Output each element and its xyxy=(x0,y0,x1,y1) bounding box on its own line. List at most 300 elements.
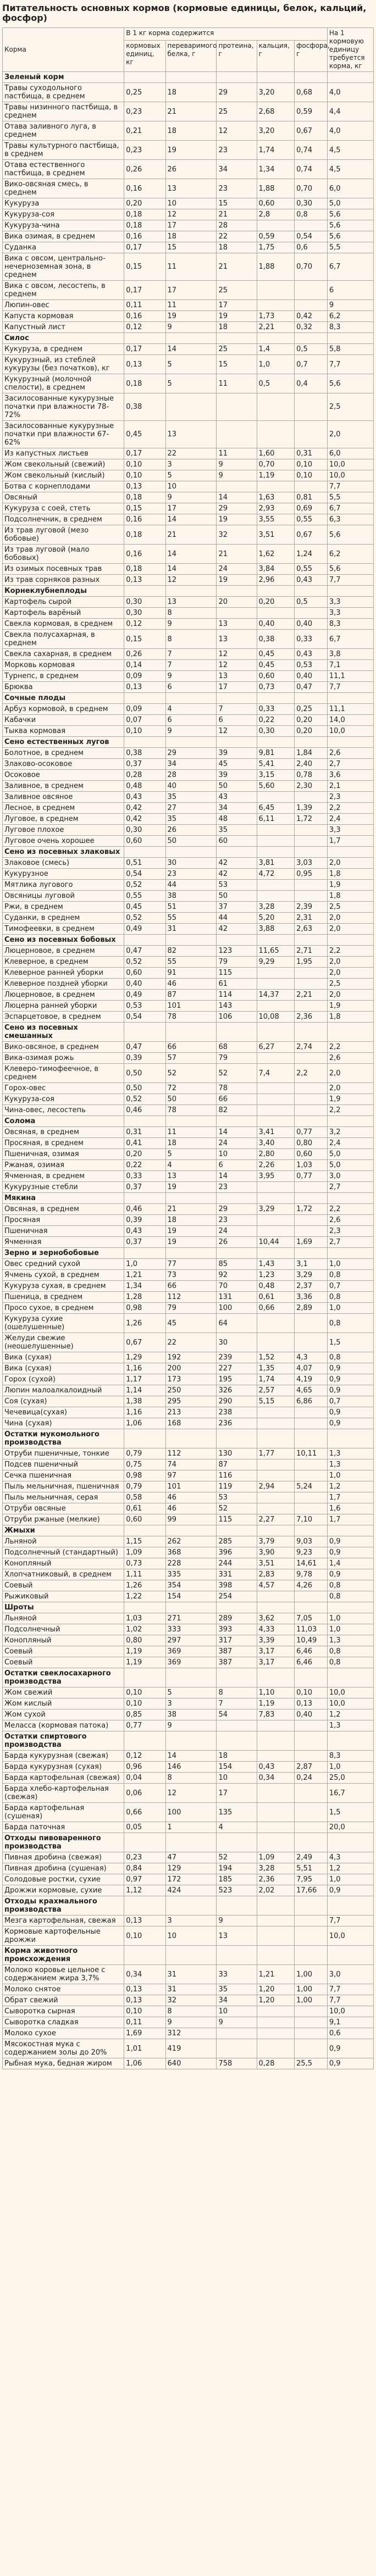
table-row xyxy=(3,759,374,770)
digestible-protein-cell: 30 xyxy=(165,858,217,869)
protein-cell: 15 xyxy=(217,355,257,374)
protein-cell: 7 xyxy=(217,1698,257,1709)
phosphorus-cell: 3,03 xyxy=(295,858,328,869)
section-empty-cell xyxy=(217,1896,257,1916)
protein-cell: 12 xyxy=(217,121,257,141)
section-empty-cell xyxy=(327,1668,373,1687)
feed-units-cell: 1,01 xyxy=(124,2039,165,2058)
digestible-protein-cell: 23 xyxy=(165,869,217,880)
feed-name-cell: Кукуруза, в среднем xyxy=(3,344,124,355)
table-row xyxy=(3,924,374,935)
feed-units-cell: 0,10 xyxy=(124,470,165,481)
phosphorus-cell xyxy=(295,1226,328,1237)
phosphorus-cell xyxy=(295,281,328,300)
table-row xyxy=(3,545,374,564)
calcium-cell: 1,21 xyxy=(257,1965,295,1984)
digestible-protein-cell: 9 xyxy=(165,2017,217,2028)
feed-name-cell: Желуди свежие (неошелушенные) xyxy=(3,1333,124,1352)
calcium-cell: 3,84 xyxy=(257,564,295,575)
protein-cell: 29 xyxy=(217,83,257,102)
calcium-cell: 2,96 xyxy=(257,575,295,586)
digestible-protein-cell: 5 xyxy=(165,1149,217,1160)
section-empty-cell xyxy=(165,1833,217,1852)
table-row xyxy=(3,1182,374,1193)
phosphorus-cell xyxy=(295,1105,328,1116)
digestible-protein-cell: 5 xyxy=(165,374,217,393)
required-feed-cell: 0,9 xyxy=(327,1407,373,1418)
feed-name-cell: Пыль мельничная, пшеничная xyxy=(3,1481,124,1492)
feed-name-cell: Просяная, в среднем xyxy=(3,1138,124,1149)
table-row xyxy=(3,141,374,160)
protein-cell: 25 xyxy=(217,102,257,121)
calcium-cell: 10,44 xyxy=(257,1237,295,1248)
feed-units-cell: 0,31 xyxy=(124,1127,165,1138)
calcium-cell xyxy=(257,1215,295,1226)
digestible-protein-cell: 146 xyxy=(165,1762,217,1773)
feed-name-cell: Мясокостная мука с содержанием золы до 20% xyxy=(3,2039,124,2058)
table-row xyxy=(3,891,374,902)
digestible-protein-cell: 78 xyxy=(165,1012,217,1023)
digestible-protein-cell: 100 xyxy=(165,1803,217,1822)
phosphorus-cell: 2,39 xyxy=(295,902,328,913)
table-row xyxy=(3,1762,374,1773)
section-title: Зерно и зернобобовые xyxy=(3,1248,124,1259)
protein-cell: 54 xyxy=(217,1709,257,1720)
required-feed-cell: 5,6 xyxy=(327,231,373,242)
feed-units-cell: 0,30 xyxy=(124,825,165,836)
phosphorus-cell xyxy=(295,421,328,448)
phosphorus-cell: 0,4 xyxy=(295,374,328,393)
protein-cell: 11 xyxy=(217,374,257,393)
section-row xyxy=(3,333,374,344)
section-row xyxy=(3,586,374,597)
section-empty-cell xyxy=(327,1833,373,1852)
section-empty-cell xyxy=(217,333,257,344)
feed-name-cell: Чина-овес, лесостепь xyxy=(3,1105,124,1116)
feed-name-cell: Горох (сухой) xyxy=(3,1374,124,1385)
calcium-cell xyxy=(257,836,295,847)
table-row xyxy=(3,957,374,968)
section-empty-cell xyxy=(295,586,328,597)
feed-units-cell: 1,26 xyxy=(124,1580,165,1591)
required-feed-cell: 2,0 xyxy=(327,968,373,979)
protein-cell xyxy=(217,421,257,448)
required-feed-cell: 4,3 xyxy=(327,1852,373,1863)
digestible-protein-cell: 18 xyxy=(165,1138,217,1149)
table-row xyxy=(3,1698,374,1709)
calcium-cell xyxy=(257,1916,295,1927)
table-row xyxy=(3,825,374,836)
protein-cell: 227 xyxy=(217,1363,257,1374)
feed-name-cell: Кукурузное xyxy=(3,869,124,880)
table-row xyxy=(3,1852,374,1863)
feed-units-cell: 1,19 xyxy=(124,1657,165,1668)
table-row xyxy=(3,459,374,470)
digestible-protein-cell: 4 xyxy=(165,1160,217,1171)
feed-units-cell: 0,38 xyxy=(124,393,165,421)
phosphorus-cell: 0,40 xyxy=(295,1709,328,1720)
digestible-protein-cell: 18 xyxy=(165,83,217,102)
feed-units-cell: 0,20 xyxy=(124,1149,165,1160)
table-row xyxy=(3,1916,374,1927)
feed-name-cell: Вико-овсяная смесь, в среднем xyxy=(3,179,124,198)
table-row xyxy=(3,649,374,660)
feed-units-cell: 0,09 xyxy=(124,671,165,682)
header-group: В 1 кг корма содержится xyxy=(124,28,328,41)
feed-name-cell: Кукуруза сухие (ошелушенные) xyxy=(3,1314,124,1333)
feed-name-cell: Из озимых посевных трав xyxy=(3,564,124,575)
feed-name-cell: Меласса (кормовая патока) xyxy=(3,1720,124,1731)
section-empty-cell xyxy=(327,737,373,748)
feed-name-cell: Пшеничная, озимая xyxy=(3,1149,124,1160)
required-feed-cell: 1,0 xyxy=(327,1613,373,1624)
digestible-protein-cell: 419 xyxy=(165,2039,217,2058)
feed-units-cell: 0,38 xyxy=(124,748,165,759)
required-feed-cell: 1,9 xyxy=(327,1001,373,1012)
digestible-protein-cell: 112 xyxy=(165,1292,217,1303)
calcium-cell xyxy=(257,1094,295,1105)
section-empty-cell xyxy=(257,737,295,748)
protein-cell: 21 xyxy=(217,209,257,220)
table-row xyxy=(3,481,374,492)
protein-cell: 10 xyxy=(217,1773,257,1784)
phosphorus-cell: 0,70 xyxy=(295,179,328,198)
protein-cell: 87 xyxy=(217,1459,257,1470)
feed-units-cell: 0,18 xyxy=(124,564,165,575)
table-row xyxy=(3,1927,374,1946)
phosphorus-cell xyxy=(295,1784,328,1803)
feed-units-cell: 1,29 xyxy=(124,1352,165,1363)
protein-cell: 10 xyxy=(217,2006,257,2017)
phosphorus-cell: 2,30 xyxy=(295,781,328,792)
calcium-cell: 0,73 xyxy=(257,682,295,693)
required-feed-cell: 2,4 xyxy=(327,814,373,825)
table-row xyxy=(3,968,374,979)
calcium-cell: 1,4 xyxy=(257,344,295,355)
feed-name-cell: Льняной xyxy=(3,1536,124,1547)
feed-name-cell: Отруби ржаные (мелкие) xyxy=(3,1514,124,1525)
feed-name-cell: Болотное, в среднем xyxy=(3,748,124,759)
table-row xyxy=(3,311,374,322)
section-empty-cell xyxy=(257,1193,295,1204)
required-feed-cell: 4,0 xyxy=(327,83,373,102)
calcium-cell: 3,20 xyxy=(257,121,295,141)
section-empty-cell xyxy=(327,1602,373,1613)
phosphorus-cell xyxy=(295,1927,328,1946)
digestible-protein-cell: 31 xyxy=(165,1965,217,1984)
section-empty-cell xyxy=(217,1668,257,1687)
calcium-cell: 1,63 xyxy=(257,492,295,503)
phosphorus-cell xyxy=(295,1083,328,1094)
phosphorus-cell: 9,03 xyxy=(295,1536,328,1547)
required-feed-cell: 3,3 xyxy=(327,608,373,619)
phosphorus-cell: 1,00 xyxy=(295,1995,328,2006)
table-row xyxy=(3,1160,374,1171)
phosphorus-cell: 0,77 xyxy=(295,1171,328,1182)
digestible-protein-cell: 21 xyxy=(165,102,217,121)
phosphorus-cell xyxy=(295,1492,328,1503)
calcium-cell: 0,70 xyxy=(257,459,295,470)
required-feed-cell: 1,0 xyxy=(327,1303,373,1314)
calcium-cell: 7,4 xyxy=(257,1064,295,1083)
digestible-protein-cell: 9 xyxy=(165,492,217,503)
feed-units-cell: 0,46 xyxy=(124,1204,165,1215)
feed-units-cell: 0,26 xyxy=(124,649,165,660)
feed-units-cell: 1,03 xyxy=(124,1613,165,1624)
table-row xyxy=(3,2028,374,2039)
required-feed-cell: 1,7 xyxy=(327,1492,373,1503)
feed-name-cell: Из трав сорняков разных xyxy=(3,575,124,586)
section-empty-cell xyxy=(327,1525,373,1536)
digestible-protein-cell: 72 xyxy=(165,1083,217,1094)
phosphorus-cell: 0,55 xyxy=(295,514,328,525)
calcium-cell: 1,52 xyxy=(257,1352,295,1363)
calcium-cell: 1,20 xyxy=(257,1995,295,2006)
feed-units-cell: 0,52 xyxy=(124,913,165,924)
required-feed-cell: 1,8 xyxy=(327,891,373,902)
feed-name-cell: Пивная дробина (сушеная) xyxy=(3,1863,124,1874)
section-title: Жмыхи xyxy=(3,1525,124,1536)
feed-units-cell: 0,18 xyxy=(124,374,165,393)
feed-name-cell: Мезга картофельная, свежая xyxy=(3,1916,124,1927)
header-calcium: кальция, г xyxy=(257,40,295,71)
phosphorus-cell xyxy=(295,1720,328,1731)
calcium-cell: 5,15 xyxy=(257,1396,295,1407)
digestible-protein-cell: 10 xyxy=(165,198,217,209)
calcium-cell: 3,39 xyxy=(257,1635,295,1646)
digestible-protein-cell: 55 xyxy=(165,957,217,968)
section-empty-cell xyxy=(124,935,165,946)
phosphorus-cell xyxy=(295,2028,328,2039)
feed-name-cell: Клеверное, в среднем xyxy=(3,957,124,968)
protein-cell: 18 xyxy=(217,322,257,333)
phosphorus-cell xyxy=(295,968,328,979)
feed-units-cell: 1,02 xyxy=(124,1624,165,1635)
table-row xyxy=(3,671,374,682)
digestible-protein-cell: 14 xyxy=(165,545,217,564)
calcium-cell xyxy=(257,2006,295,2017)
protein-cell: 44 xyxy=(217,913,257,924)
table-row xyxy=(3,1503,374,1514)
digestible-protein-cell: 213 xyxy=(165,1407,217,1418)
digestible-protein-cell: 50 xyxy=(165,1094,217,1105)
required-feed-cell: 6,0 xyxy=(327,179,373,198)
section-title: Корма животного происхождения xyxy=(3,1946,124,1965)
phosphorus-cell xyxy=(295,1503,328,1514)
digestible-protein-cell: 38 xyxy=(165,891,217,902)
calcium-cell xyxy=(257,1492,295,1503)
phosphorus-cell: 17,66 xyxy=(295,1885,328,1896)
protein-cell: 398 xyxy=(217,1580,257,1591)
feed-units-cell: 0,13 xyxy=(124,1995,165,2006)
digestible-protein-cell: 112 xyxy=(165,1448,217,1459)
calcium-cell: 1,73 xyxy=(257,311,295,322)
protein-cell: 396 xyxy=(217,1547,257,1558)
digestible-protein-cell: 32 xyxy=(165,1995,217,2006)
feed-units-cell: 1,15 xyxy=(124,1536,165,1547)
feed-units-cell: 0,05 xyxy=(124,1822,165,1833)
feed-name-cell: Засилосованные кукурузные початки при влажности 67-62% xyxy=(3,421,124,448)
digestible-protein-cell: 3 xyxy=(165,1916,217,1927)
table-row xyxy=(3,1333,374,1352)
section-row xyxy=(3,1602,374,1613)
section-empty-cell xyxy=(217,1525,257,1536)
phosphorus-cell xyxy=(295,1470,328,1481)
digestible-protein-cell: 12 xyxy=(165,1784,217,1803)
calcium-cell: 1,88 xyxy=(257,253,295,281)
required-feed-cell: 1,0 xyxy=(327,1624,373,1635)
feed-units-cell: 0,12 xyxy=(124,322,165,333)
feed-name-cell: Злаковое (смесь) xyxy=(3,858,124,869)
digestible-protein-cell: 192 xyxy=(165,1352,217,1363)
feed-units-cell: 1,26 xyxy=(124,1314,165,1333)
required-feed-cell: 0,9 xyxy=(327,1363,373,1374)
section-row xyxy=(3,1668,374,1687)
section-title: Солома xyxy=(3,1116,124,1127)
table-row xyxy=(3,1171,374,1182)
calcium-cell: 0,33 xyxy=(257,704,295,715)
protein-cell: 130 xyxy=(217,1448,257,1459)
protein-cell: 285 xyxy=(217,1536,257,1547)
protein-cell: 50 xyxy=(217,891,257,902)
calcium-cell xyxy=(257,1822,295,1833)
protein-cell: 52 xyxy=(217,1064,257,1083)
section-empty-cell xyxy=(295,1248,328,1259)
feed-units-cell: 0,17 xyxy=(124,242,165,253)
section-empty-cell xyxy=(257,586,295,597)
phosphorus-cell xyxy=(295,608,328,619)
section-empty-cell xyxy=(295,847,328,858)
required-feed-cell: 2,6 xyxy=(327,1053,373,1064)
table-row xyxy=(3,715,374,726)
digestible-protein-cell: 333 xyxy=(165,1624,217,1635)
table-row xyxy=(3,393,374,421)
calcium-cell: 3,81 xyxy=(257,858,295,869)
feed-units-cell: 0,37 xyxy=(124,759,165,770)
digestible-protein-cell: 262 xyxy=(165,1536,217,1547)
phosphorus-cell: 0,6 xyxy=(295,242,328,253)
calcium-cell xyxy=(257,979,295,990)
feed-name-cell: Отава естественного пастбища, в среднем xyxy=(3,160,124,179)
section-title: Сено естественных лугов xyxy=(3,737,124,748)
section-empty-cell xyxy=(124,1248,165,1259)
protein-cell: 523 xyxy=(217,1885,257,1896)
protein-cell: 19 xyxy=(217,514,257,525)
required-feed-cell: 0,7 xyxy=(327,1281,373,1292)
section-title: Сено из посевных злаковых xyxy=(3,847,124,858)
section-empty-cell xyxy=(257,1429,295,1448)
phosphorus-cell: 2,36 xyxy=(295,1012,328,1023)
protein-cell: 82 xyxy=(217,1105,257,1116)
phosphorus-cell: 0,7 xyxy=(295,355,328,374)
feed-units-cell: 0,66 xyxy=(124,1803,165,1822)
required-feed-cell: 0,6 xyxy=(327,2028,373,2039)
table-row xyxy=(3,1385,374,1396)
phosphorus-cell xyxy=(295,1803,328,1822)
digestible-protein-cell: 424 xyxy=(165,1885,217,1896)
feed-units-cell: 0,46 xyxy=(124,1105,165,1116)
phosphorus-cell: 10,49 xyxy=(295,1635,328,1646)
required-feed-cell: 10,0 xyxy=(327,459,373,470)
phosphorus-cell xyxy=(295,825,328,836)
digestible-protein-cell: 38 xyxy=(165,1709,217,1720)
feed-name-cell: Пивная дробина (свежая) xyxy=(3,1852,124,1863)
table-row xyxy=(3,1105,374,1116)
section-empty-cell xyxy=(257,1116,295,1127)
table-row xyxy=(3,1687,374,1698)
protein-cell: 43 xyxy=(217,792,257,803)
required-feed-cell: 0,9 xyxy=(327,1385,373,1396)
section-empty-cell xyxy=(165,1525,217,1536)
table-row xyxy=(3,575,374,586)
feed-units-cell: 0,40 xyxy=(124,979,165,990)
required-feed-cell: 4,5 xyxy=(327,141,373,160)
feed-name-cell: Отруби овсяные xyxy=(3,1503,124,1514)
required-feed-cell: 6,3 xyxy=(327,514,373,525)
digestible-protein-cell: 35 xyxy=(165,792,217,803)
calcium-cell: 3,62 xyxy=(257,1613,295,1624)
section-empty-cell xyxy=(295,1602,328,1613)
calcium-cell xyxy=(257,1226,295,1237)
table-row xyxy=(3,1709,374,1720)
calcium-cell: 1,09 xyxy=(257,1852,295,1863)
feed-name-cell: Овсяная, в среднем xyxy=(3,1204,124,1215)
required-feed-cell: 0,9 xyxy=(327,1418,373,1429)
digestible-protein-cell xyxy=(165,393,217,421)
digestible-protein-cell: 18 xyxy=(165,231,217,242)
section-empty-cell xyxy=(165,1602,217,1613)
protein-cell xyxy=(217,393,257,421)
feed-name-cell: Засилосованные кукурузные початки при влажности 78-72% xyxy=(3,393,124,421)
feed-units-cell: 1,38 xyxy=(124,1396,165,1407)
feed-units-cell: 0,13 xyxy=(124,1916,165,1927)
phosphorus-cell: 0,67 xyxy=(295,121,328,141)
calcium-cell: 1,88 xyxy=(257,179,295,198)
protein-cell: 326 xyxy=(217,1385,257,1396)
phosphorus-cell: 0,47 xyxy=(295,682,328,693)
digestible-protein-cell: 369 xyxy=(165,1657,217,1668)
calcium-cell: 3,20 xyxy=(257,83,295,102)
table-row xyxy=(3,300,374,311)
section-empty-cell xyxy=(124,1731,165,1751)
feed-units-cell: 0,39 xyxy=(124,1215,165,1226)
digestible-protein-cell: 97 xyxy=(165,1470,217,1481)
required-feed-cell: 0,9 xyxy=(327,2039,373,2058)
feed-name-cell: Вика озимая, в среднем xyxy=(3,231,124,242)
table-row xyxy=(3,660,374,671)
calcium-cell: 1,23 xyxy=(257,1270,295,1281)
feed-units-cell: 0,79 xyxy=(124,1448,165,1459)
feed-units-cell: 0,51 xyxy=(124,858,165,869)
section-row xyxy=(3,1525,374,1536)
feed-name-cell: Барда картофельная (сушеная) xyxy=(3,1803,124,1822)
feed-name-cell: Подсолнечный xyxy=(3,1624,124,1635)
calcium-cell: 9,81 xyxy=(257,748,295,759)
feed-name-cell: Пшеничная xyxy=(3,1226,124,1237)
digestible-protein-cell: 82 xyxy=(165,946,217,957)
required-feed-cell: 6 xyxy=(327,281,373,300)
calcium-cell xyxy=(257,792,295,803)
section-empty-cell xyxy=(257,1525,295,1536)
table-row xyxy=(3,355,374,374)
protein-cell: 34 xyxy=(217,1995,257,2006)
calcium-cell: 3,51 xyxy=(257,1558,295,1569)
feed-name-cell: Из трав луговой (мало бобовых) xyxy=(3,545,124,564)
phosphorus-cell: 9,78 xyxy=(295,1569,328,1580)
feed-units-cell: 0,07 xyxy=(124,715,165,726)
required-feed-cell: 10,0 xyxy=(327,1927,373,1946)
protein-cell: 42 xyxy=(217,869,257,880)
